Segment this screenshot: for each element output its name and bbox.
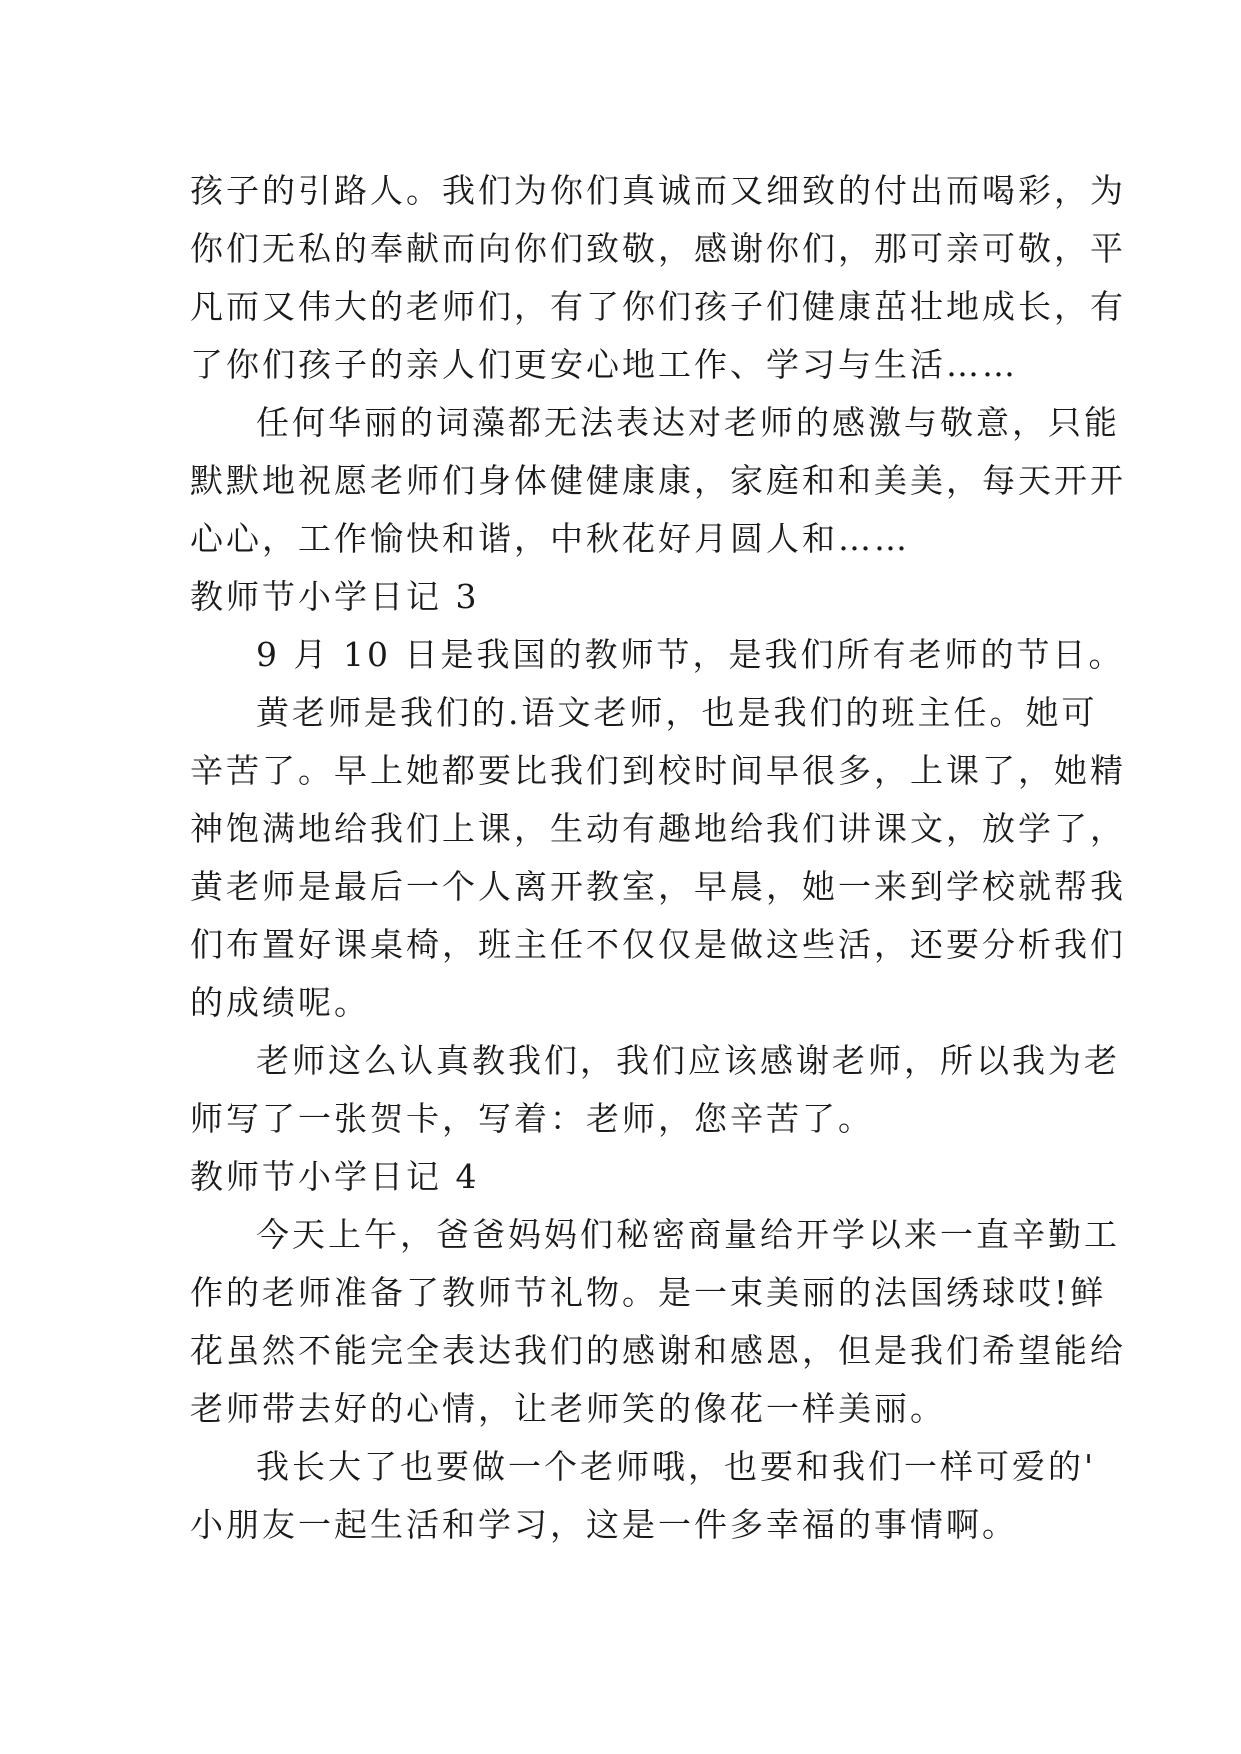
paragraph-line: 我长大了也要做一个老师哦，也要和我们一样可爱的' [256, 1447, 1097, 1486]
paragraph-line: 们布置好课桌椅，班主任不仅仅是做这些活，还要分析我们 [190, 925, 1126, 964]
paragraph-line: 了你们孩子的亲人们更安心地工作、学习与生活…… [190, 345, 1018, 384]
paragraph-line: 辛苦了。早上她都要比我们到校时间早很多，上课了，她精 [190, 751, 1126, 790]
paragraph-line: 师写了一张贺卡，写着：老师，您辛苦了。 [190, 1099, 874, 1138]
paragraph-line: 心心，工作愉快和谐，中秋花好月圆人和…… [190, 519, 910, 558]
paragraph-line: 你们无私的奉献而向你们致敬，感谢你们，那可亲可敬，平 [190, 229, 1126, 268]
section-heading: 教师节小学日记 3 [190, 577, 480, 616]
paragraph-line: 默默地祝愿老师们身体健健康康，家庭和和美美，每天开开 [190, 461, 1126, 500]
paragraph-line: 的成绩呢。 [190, 983, 370, 1022]
document-body [190, 162, 1126, 1554]
paragraph-line: 孩子的引路人。我们为你们真诚而又细致的付出而喝彩，为 [190, 171, 1126, 210]
paragraph-line: 作的老师准备了教师节礼物。是一束美丽的法国绣球哎!鲜 [190, 1273, 1107, 1312]
paragraph-line: 小朋友一起生活和学习，这是一件多幸福的事情啊。 [190, 1505, 1018, 1544]
paragraph-line: 任何华丽的词藻都无法表达对老师的感激与敬意，只能 [256, 403, 1120, 442]
paragraph-line: 花虽然不能完全表达我们的感谢和感恩，但是我们希望能给 [190, 1331, 1126, 1370]
paragraph-line: 神饱满地给我们上课，生动有趣地给我们讲课文，放学了， [190, 809, 1126, 848]
paragraph-line: 黄老师是我们的.语文老师，也是我们的班主任。她可 [256, 693, 1098, 732]
paragraph-line: 9 月 10 日是我国的教师节，是我们所有老师的节日。 [256, 635, 1125, 674]
section-heading: 教师节小学日记 4 [190, 1157, 480, 1196]
paragraph-line: 老师带去好的心情，让老师笑的像花一样美丽。 [190, 1389, 946, 1428]
paragraph-line: 凡而又伟大的老师们，有了你们孩子们健康茁壮地成长，有 [190, 287, 1126, 326]
paragraph-line: 黄老师是最后一个人离开教室，早晨，她一来到学校就帮我 [190, 867, 1126, 906]
paragraph-line: 老师这么认真教我们，我们应该感谢老师，所以我为老 [256, 1041, 1120, 1080]
paragraph-line: 今天上午，爸爸妈妈们秘密商量给开学以来一直辛勤工 [256, 1215, 1120, 1254]
